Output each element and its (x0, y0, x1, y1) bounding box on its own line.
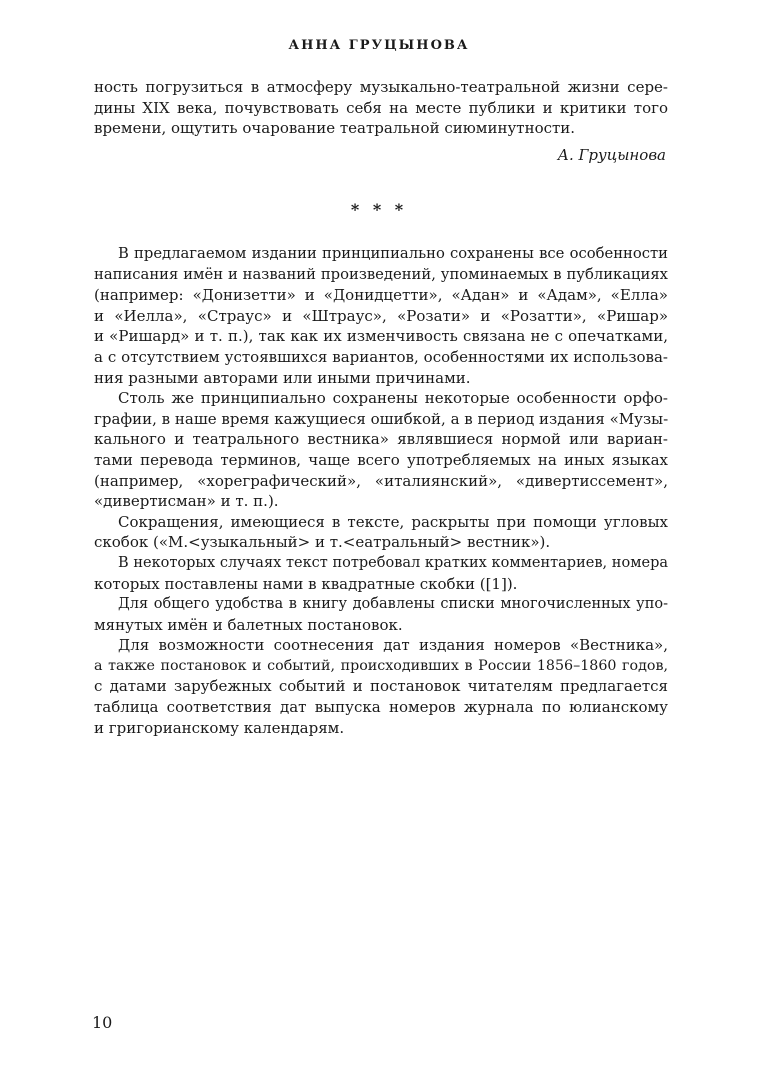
text-line: написания имён и названий произведений, упоминаемых в публикациях (94, 265, 668, 283)
page-number: 10 (92, 1013, 113, 1032)
author-signature: А. Груцынова (557, 146, 666, 164)
text-line: Столь же принципиально сохранены некоторые особенности орфо- (118, 389, 668, 408)
text-line: (например: «Донизетти» и «Донидцетти», «Адан» и «Адам», «Елла» (94, 286, 668, 305)
text-line: с датами зарубежных событий и постановок читателям предлагается (94, 677, 668, 696)
text-line: и «Ришард» и т. п.), так как их изменчивость связана не с опечатками, (94, 327, 668, 346)
main-text (94, 244, 668, 738)
text-line: В некоторых случаях текст потребовал кратких комментариев, номера (118, 554, 668, 571)
running-head: АННА ГРУЦЫНОВА (288, 38, 470, 53)
text-line: ность погрузиться в атмосферу музыкально-театральной жизни сере- (94, 78, 668, 96)
text-line: таблица соответствия дат выпуска номеров журнала по юлианскому (94, 698, 668, 717)
text-line: скобок («М.<узыкальный> и т.<еатральный> вестник»). (94, 533, 551, 552)
text-line: мянутых имён и балетных постановок. (94, 615, 403, 634)
text-line: тами перевода терминов, чаще всего употребляемых на иных языках (94, 450, 668, 469)
text-line: дины XIX века, почувствовать себя на месте публики и критики того (94, 98, 668, 117)
text-line: которых поставлены нами в квадратные скобки ([1]). (94, 574, 518, 593)
text-line: а с отсутствием устоявшихся вариантов, особенностями их использова- (94, 347, 668, 366)
text-line: Сокращения, имеющиеся в тексте, раскрыты при помощи угловых (118, 512, 668, 531)
text-line: ния разными авторами или иными причинами. (94, 368, 471, 387)
text-line: графии, в наше время кажущиеся ошибкой, а в период издания «Музы- (94, 409, 669, 428)
text-line: и григорианскому календарям. (94, 718, 345, 737)
text-line: а также постановок и событий, происходивших в России 1856–1860 годов, (94, 657, 668, 674)
text-line: «дивертисман» и т. п.). (94, 492, 279, 511)
text-line: В предлагаемом издании принципиально сохранены все особенности (118, 245, 668, 262)
text-line: и «Иелла», «Страус» и «Штраус», «Розати» и «Розатти», «Ришар» (94, 306, 668, 325)
text-line: (например, «хореграфический», «италиянский», «дивертиссемент», (94, 471, 668, 490)
text-line: Для общего удобства в книгу добавлены списки многочисленных упо- (118, 596, 668, 613)
intro-paragraph (94, 77, 668, 139)
section-divider: * * * (350, 200, 408, 219)
text-line: Для возможности соотнесения дат издания номеров «Вестника», (118, 636, 668, 655)
text-line: кального и театрального вестника» являвшиеся нормой или вариан- (94, 430, 668, 449)
text-line: времени, ощутить очарование театральной сиюминутности. (94, 119, 576, 138)
